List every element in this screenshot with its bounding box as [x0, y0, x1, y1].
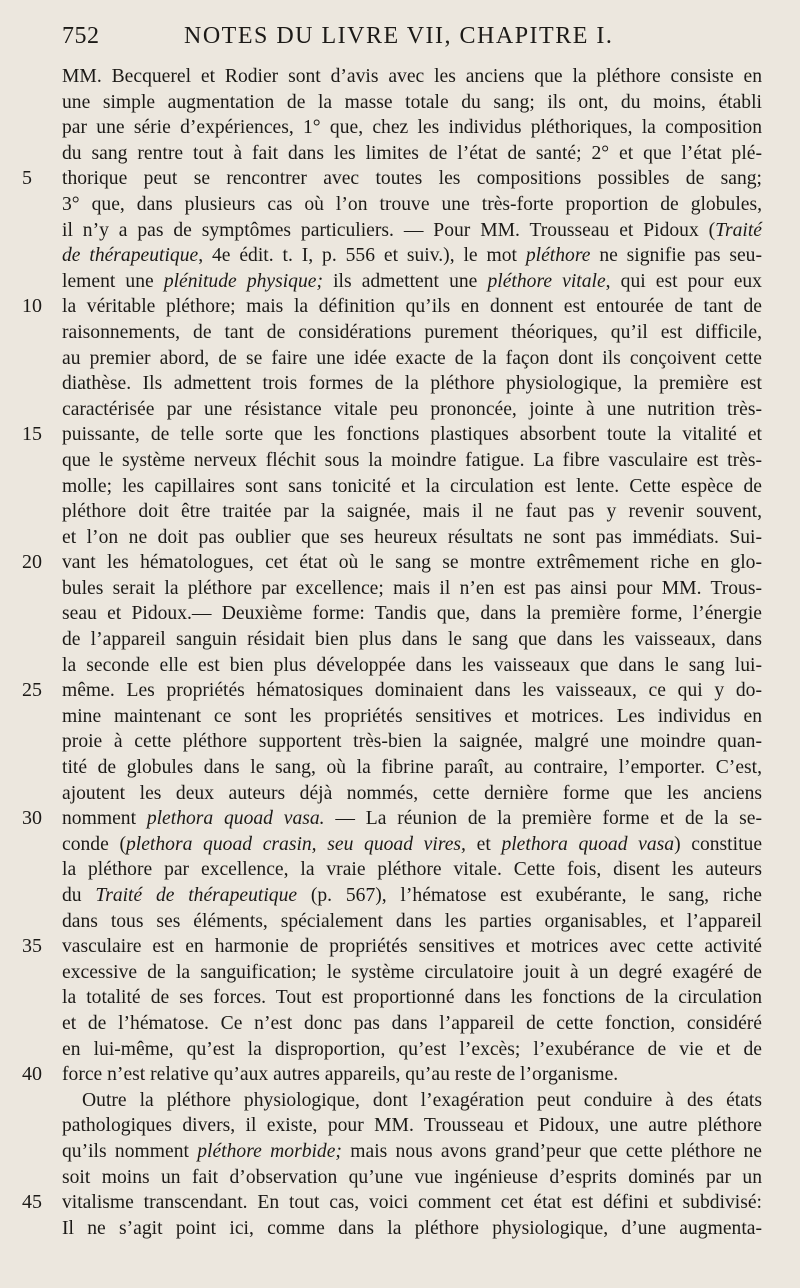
- text-run: mais nous avons grand’peur que cette pléthore ne: [341, 1140, 762, 1162]
- text-run: une simple augmentation de la masse totale du sang; ils ont, du moins, établi: [62, 91, 762, 113]
- text-run: molle; les capillaires sont sans tonicité et la circulation est lente. Cette espèce de: [62, 475, 762, 497]
- line-text: [62, 141, 762, 167]
- line-number: 45: [22, 1191, 42, 1214]
- text-line: [0, 243, 800, 269]
- line-text: [62, 601, 762, 627]
- line-text: [62, 192, 762, 218]
- text-line: [0, 371, 800, 397]
- line-text: [62, 448, 762, 474]
- text-line: [0, 1165, 800, 1191]
- text-line: [0, 678, 800, 704]
- line-number: 15: [22, 423, 42, 446]
- text-run: vant les hématologues, cet état où le sang se montre extrêmement riche en glo-: [62, 552, 762, 574]
- text-run: et l’on ne doit pas oublier que ses heureux résultats ne sont pas immédiats. Sui-: [62, 526, 762, 548]
- line-text: [62, 678, 762, 704]
- text-line: [0, 576, 800, 602]
- text-line: [0, 422, 800, 448]
- italic-text: pléthore vitale: [487, 270, 606, 292]
- line-number: 20: [22, 551, 42, 574]
- text-run: tité de globules dans le sang, où la fibrine paraît, au contraire, l’emporter. C’est,: [62, 757, 762, 779]
- line-number: 5: [22, 167, 32, 190]
- line-number: 30: [22, 807, 42, 830]
- text-run: bules serait la pléthore par excellence; mais il n’en est pas ainsi pour MM. Trous-: [62, 577, 762, 599]
- text-run: thorique peut se rencontrer avec toutes les compositions possibles de sang;: [62, 168, 762, 190]
- italic-text: Traité de thérapeutique: [95, 885, 298, 906]
- text-run: ) constitue: [674, 833, 763, 855]
- text-line: [0, 1037, 800, 1063]
- line-text: [62, 1190, 762, 1216]
- text-run: pléthore doit être traitée par la saignée, mais il ne faut pas y revenir souvent,: [62, 501, 762, 523]
- text-run: du: [62, 885, 96, 906]
- text-run: seau et Pidoux.— Deuxième forme: Tandis que, dans la première forme, l’énergie: [62, 603, 762, 625]
- text-run: vasculaire est en harmonie de propriétés sensitives et motrices avec cette activité: [62, 936, 762, 958]
- text-run: de l’appareil sanguin résidait bien plus dans le sang que dans les vaisseaux, dans: [62, 629, 762, 651]
- text-run: la pléthore par excellence, la vraie pléthore vitale. Cette fois, disent les auteurs: [62, 859, 762, 881]
- line-text: [62, 1113, 762, 1139]
- line-text: [62, 729, 762, 755]
- line-text: [62, 294, 762, 320]
- text-line: [0, 729, 800, 755]
- italic-text: Traité: [715, 219, 762, 241]
- page-number: 752: [62, 23, 100, 49]
- text-line: [0, 832, 800, 858]
- text-run: Il ne s’agit point ici, comme dans la pléthore physiologique, d’une augmenta-: [62, 1217, 762, 1239]
- line-text: [62, 1037, 762, 1063]
- text-line: [0, 218, 800, 244]
- text-run: lement une: [62, 270, 164, 292]
- text-run: ne signifie pas seu-: [590, 245, 762, 267]
- text-line: [0, 1139, 800, 1165]
- line-text: [62, 499, 762, 525]
- text-line: [0, 934, 800, 960]
- line-text: [62, 269, 762, 295]
- text-line: [0, 1011, 800, 1037]
- text-line: [0, 141, 800, 167]
- text-run: raisonnements, de tant de considérations purement théoriques, qu’il est difficile,: [62, 321, 762, 343]
- line-number: 35: [22, 935, 42, 958]
- text-run: et de l’hématose. Ce n’est donc pas dans l’appareil de cette fonction, considéré: [62, 1012, 762, 1034]
- text-run: qu’ils nomment: [62, 1140, 198, 1162]
- text-run: vitalisme transcendant. En tout cas, voici comment cet état est défini et subdivisé:: [62, 1192, 762, 1214]
- text-line: [0, 704, 800, 730]
- line-text: [62, 525, 762, 551]
- line-number: 10: [22, 295, 42, 318]
- text-run: la véritable pléthore; mais la définition qu’ils en donnent est entourée de tant de: [62, 296, 762, 318]
- text-run: Outre la pléthore physiologique, dont l’exagération peut conduire à des états: [82, 1089, 762, 1111]
- text-line: [0, 653, 800, 679]
- text-line: [0, 960, 800, 986]
- line-text: [62, 883, 762, 909]
- line-text: [62, 704, 762, 730]
- italic-text: plénitude physique;: [163, 270, 323, 292]
- italic-text: pléthore morbide;: [197, 1140, 342, 1162]
- text-run: il n’y a pas de symptômes particuliers. — Pour MM. Trousseau et Pidoux (: [62, 219, 716, 241]
- text-run: la seconde elle est bien plus développée dans les vaisseaux que dans le sang lui-: [62, 654, 762, 676]
- line-text: [62, 422, 762, 448]
- line-text: [62, 781, 762, 807]
- line-text: [62, 115, 762, 141]
- text-line: [0, 601, 800, 627]
- text-run: proie à cette pléthore supportent très-bien la saignée, malgré une moindre quan-: [62, 731, 762, 753]
- text-run: soit moins un fait d’observation qu’une vue ingénieuse d’esprits dominés par un: [62, 1166, 762, 1188]
- text-line: [0, 192, 800, 218]
- text-line: [0, 755, 800, 781]
- line-number: 25: [22, 679, 42, 702]
- text-line: [0, 346, 800, 372]
- line-text: [62, 832, 762, 858]
- text-run: diathèse. Ils admettent trois formes de la pléthore physiologique, la première est: [62, 373, 762, 395]
- line-text: [62, 960, 762, 986]
- text-run: par une série d’expériences, 1° que, chez les individus pléthoriques, la composition: [62, 117, 762, 139]
- text-line: [0, 397, 800, 423]
- text-run: ils admettent une: [323, 270, 488, 292]
- text-line: [0, 90, 800, 116]
- line-text: [62, 474, 762, 500]
- page-header: [62, 18, 770, 54]
- running-head: NOTES DU LIVRE VII, CHAPITRE I.: [184, 23, 614, 49]
- text-line: [0, 985, 800, 1011]
- italic-text: de thérapeutique: [62, 245, 199, 267]
- text-line: [0, 909, 800, 935]
- text-line: [0, 320, 800, 346]
- line-text: [62, 218, 762, 244]
- text-line: [0, 627, 800, 653]
- text-line: [0, 806, 800, 832]
- text-run: au premier abord, de se faire une idée exacte de la façon dont ils conçoivent cette: [62, 347, 762, 369]
- text-line: [0, 857, 800, 883]
- text-run: caractérisée par une résistance vitale peu prononcée, jointe à une nutrition très-: [62, 398, 762, 420]
- line-text: [62, 1011, 762, 1037]
- line-text: [62, 576, 762, 602]
- text-run: force n’est relative qu’aux autres appareils, qu’au reste de l’organisme.: [62, 1064, 619, 1086]
- text-line: [0, 1113, 800, 1139]
- line-text: [62, 346, 762, 372]
- text-line: [0, 115, 800, 141]
- line-text: [62, 397, 762, 423]
- text-line: [0, 1216, 800, 1242]
- italic-text: plethora quoad vasa: [501, 833, 675, 855]
- italic-text: plethora quoad vasa.: [146, 808, 325, 830]
- line-text: [62, 934, 762, 960]
- line-text: [62, 166, 762, 192]
- text-run: ajoutent les deux auteurs déjà nommés, cette dernière forme que les anciens: [62, 782, 762, 804]
- line-text: [62, 1165, 762, 1191]
- text-run: mine maintenant ce sont les propriétés sensitives et motrices. Les individus en: [62, 705, 762, 727]
- text-run: , qui est pour eux: [605, 270, 762, 292]
- line-text: [62, 1062, 762, 1088]
- text-line: [0, 550, 800, 576]
- text-line: [0, 525, 800, 551]
- line-text: [62, 755, 762, 781]
- line-text: [62, 857, 762, 883]
- text-run: pathologiques divers, il existe, pour MM. Trousseau et Pidoux, une autre pléthore: [62, 1115, 762, 1137]
- text-line: [0, 1062, 800, 1088]
- line-text: [62, 1139, 762, 1165]
- text-run: 3° que, dans plusieurs cas où l’on trouve une très-forte proportion de globules,: [62, 193, 762, 215]
- text-line: [0, 499, 800, 525]
- text-run: — La réunion de la première forme et de la se-: [324, 808, 763, 830]
- line-text: [62, 806, 762, 832]
- text-run: excessive de la sanguification; le système circulatoire jouit à un degré exagéré de: [62, 961, 762, 983]
- line-text: [62, 243, 762, 269]
- text-line: [0, 883, 800, 909]
- line-text: [82, 1088, 762, 1114]
- line-text: [62, 64, 762, 90]
- text-run: (p. 567), l’hématose est exubérante, le sang, riche: [297, 885, 762, 906]
- line-text: [62, 371, 762, 397]
- text-run: conde (: [62, 833, 126, 855]
- body-text: [0, 64, 800, 1241]
- text-run: nomment: [62, 808, 147, 830]
- text-run: en lui-même, qu’est la disproportion, qu’est l’excès; l’exubérance de vie et de: [62, 1038, 762, 1060]
- text-line: [0, 1190, 800, 1216]
- text-run: la totalité de ses forces. Tout est proportionné dans les fonctions de la circulation: [62, 987, 762, 1009]
- line-text: [62, 320, 762, 346]
- text-run: du sang rentre tout à fait dans les limites de l’état de santé; 2° et que l’état plé-: [62, 142, 762, 164]
- text-line: [0, 1088, 800, 1114]
- line-text: [62, 1216, 762, 1242]
- italic-text: plethora quoad crasin, seu quoad vires,: [125, 833, 466, 855]
- line-text: [62, 550, 762, 576]
- text-run: dans tous ses éléments, spécialement dans les parties organisables, et l’appareil: [62, 910, 762, 932]
- text-run: puissante, de telle sorte que les fonctions plastiques absorbent toute la vitalité et: [62, 424, 762, 446]
- line-text: [62, 985, 762, 1011]
- line-text: [62, 90, 762, 116]
- text-line: [0, 166, 800, 192]
- text-line: [0, 269, 800, 295]
- text-line: [0, 781, 800, 807]
- text-run: même. Les propriétés hématosiques dominaient dans les vaisseaux, ce qui y do-: [62, 680, 762, 702]
- line-text: [62, 627, 762, 653]
- text-run: MM. Becquerel et Rodier sont d’avis avec les anciens que la pléthore consiste en: [62, 66, 762, 87]
- text-line: [0, 64, 800, 90]
- line-text: [62, 909, 762, 935]
- italic-text: pléthore: [525, 245, 591, 267]
- text-line: [0, 294, 800, 320]
- line-number: 40: [22, 1063, 42, 1086]
- line-text: [62, 653, 762, 679]
- text-run: et: [465, 833, 502, 855]
- text-run: que le système nerveux fléchit sous la moindre fatigue. La fibre vasculaire est très-: [62, 449, 762, 471]
- text-line: [0, 448, 800, 474]
- text-run: , 4e édit. t. I, p. 556 et suiv.), le mot: [198, 245, 526, 267]
- text-line: [0, 474, 800, 500]
